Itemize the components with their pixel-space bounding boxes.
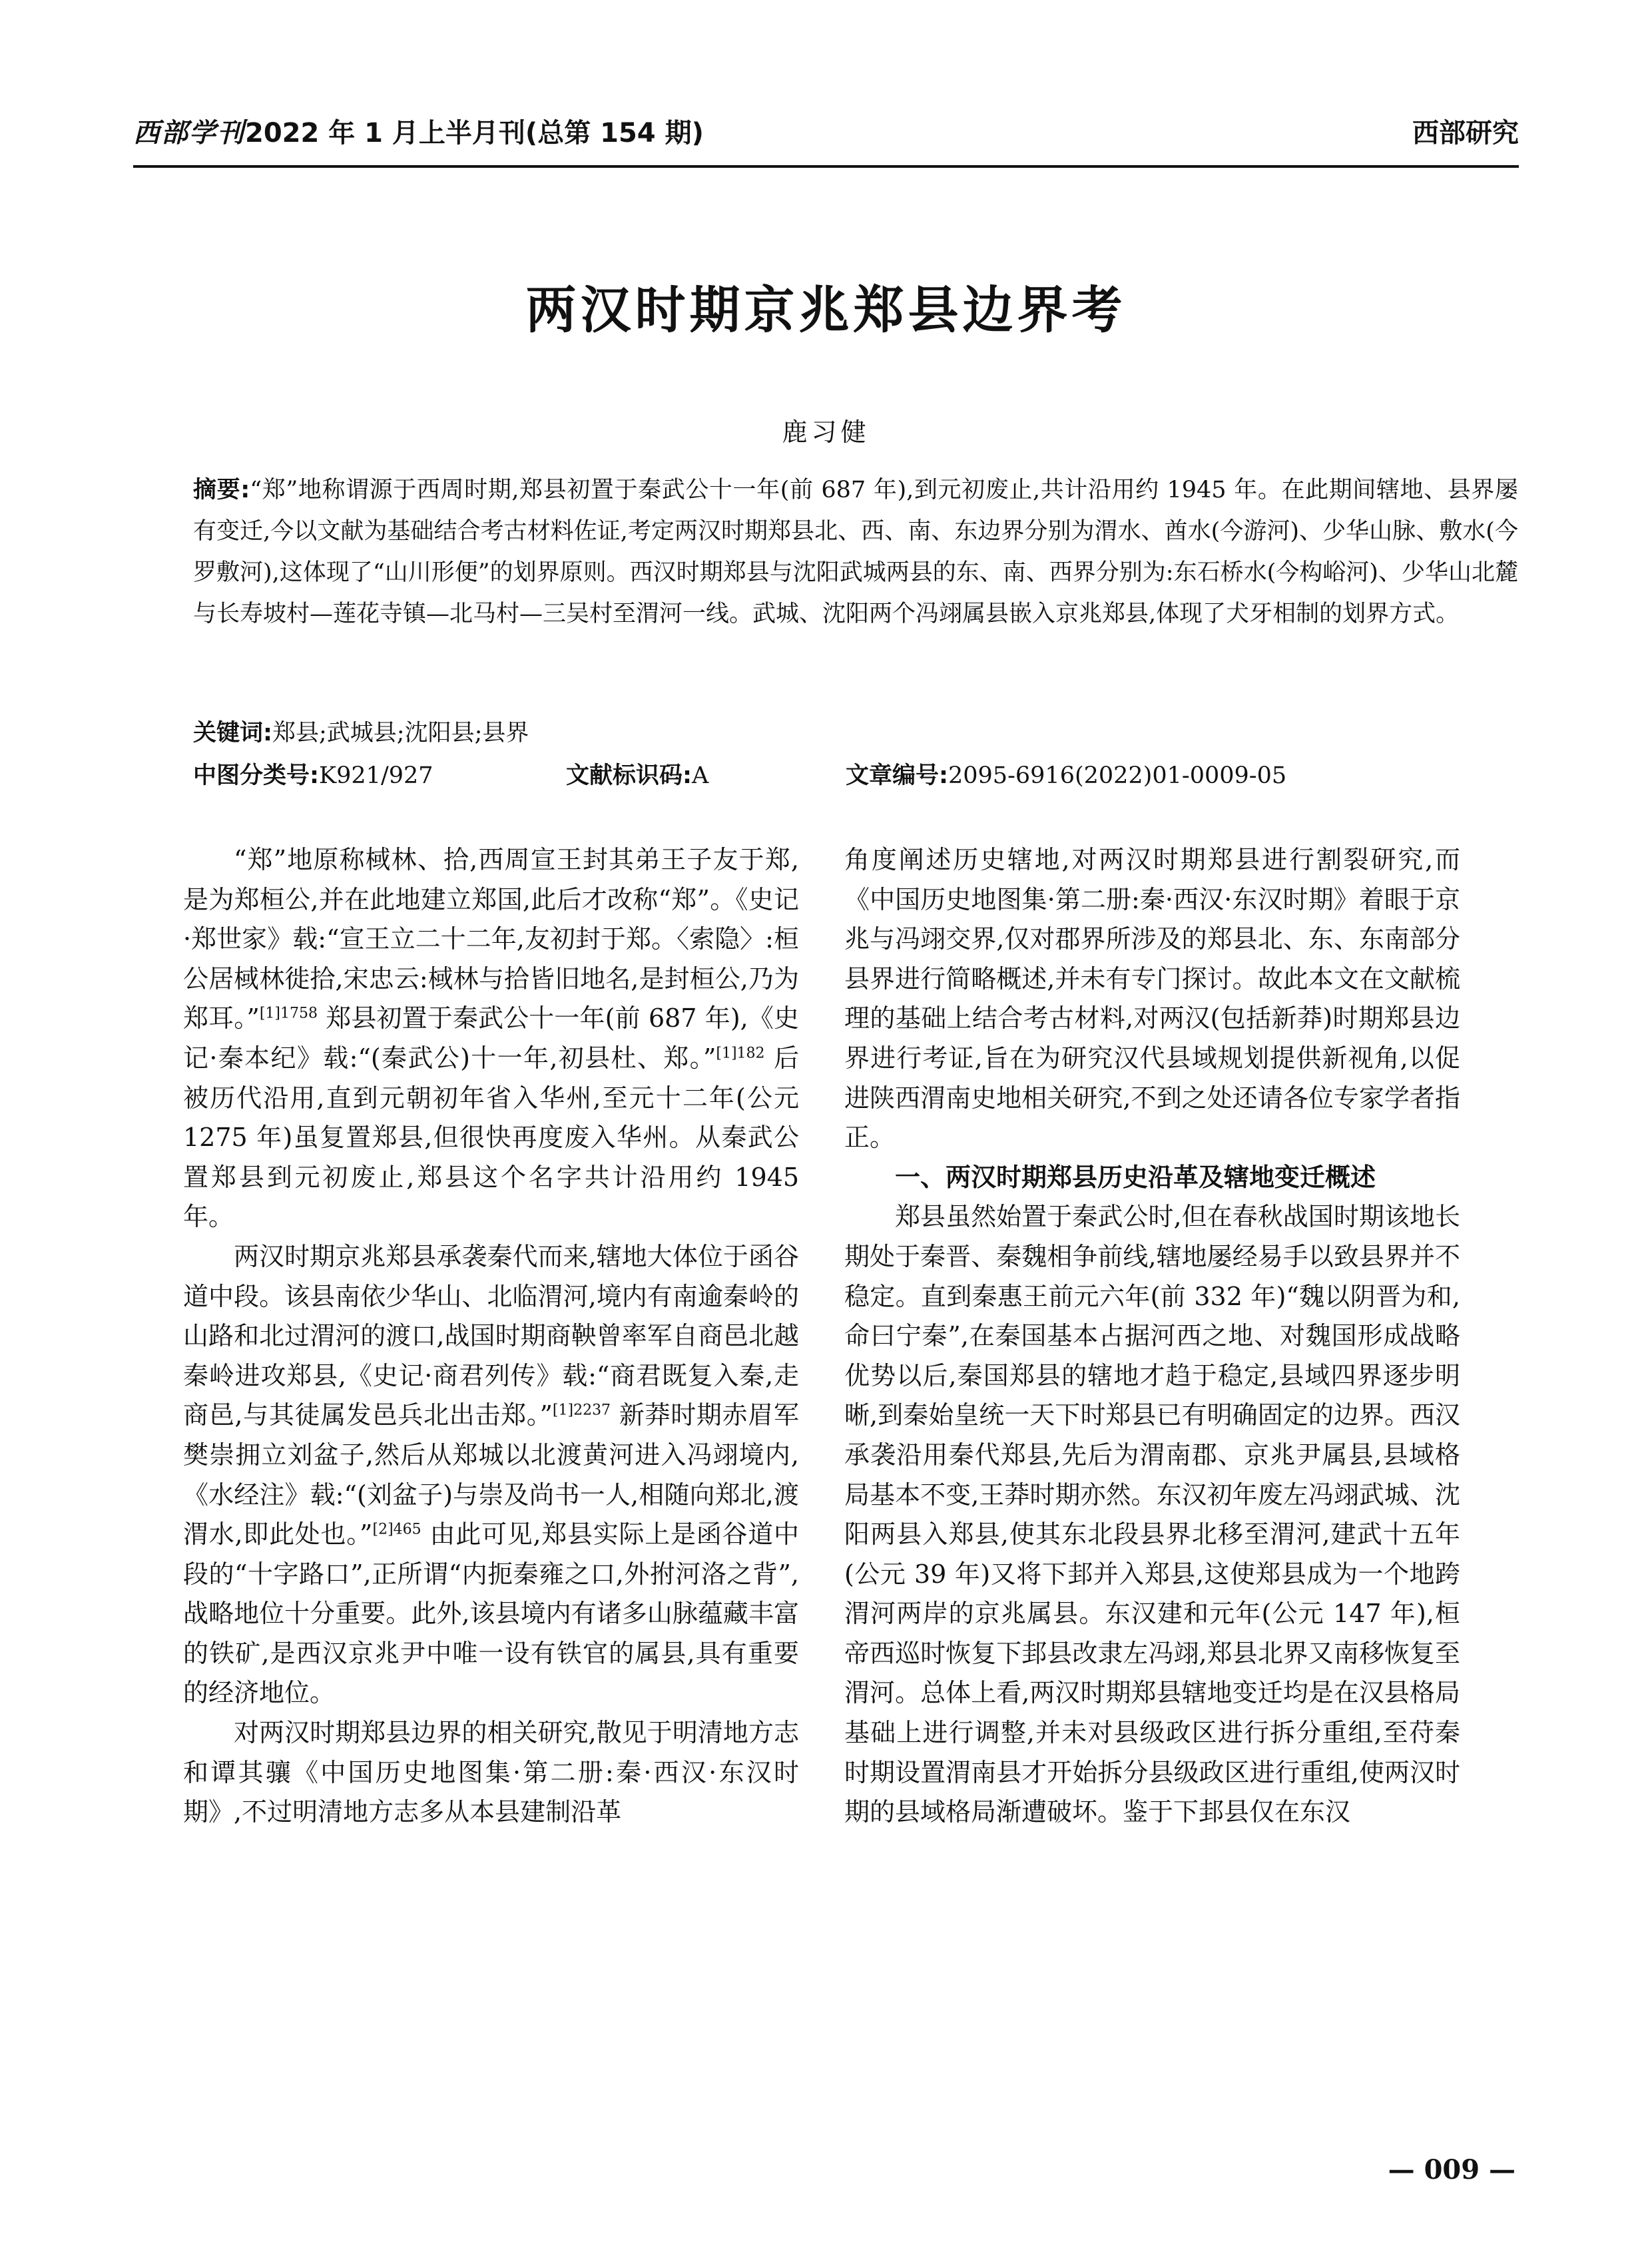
article-number-label: 文章编号: bbox=[846, 762, 948, 789]
page-number: — 009 — bbox=[1388, 2154, 1515, 2185]
article-number-item bbox=[846, 755, 1286, 796]
issue-info: 2022 年 1 月上半月刊(总第 154 期) bbox=[245, 118, 704, 148]
text-run: 郑县初置于秦武公十一年(前 687 年),《史记·秦本纪》载:“(秦武公)十一年,初县杜、郑。” bbox=[183, 1003, 799, 1073]
paragraph bbox=[183, 1237, 799, 1713]
paragraph bbox=[183, 840, 799, 1237]
journal-logo: 西部学刊 bbox=[133, 117, 245, 148]
abstract-text: “郑”地称谓源于西周时期,郑县初置于秦武公十一年(前 687 年),到元初废止,共计沿用约 1945 年。在此期间辖地、县界屡有变迁,今以文献为基础结合考古材料佐证,考定两汉时期郑县北、西、南、东边界分别为渭水、酋水(今游河)、少华山脉、敷水(今罗敷河),这体现了“山川形便”的划界原则。西汉时期郑县与沈阳武城两县的东、南、西界分别为:东石桥水(今构峪河)、少华山北麓与长寿坡村—莲花寺镇—北马村—三吴村至渭河一线。武城、沈阳两个冯翊属县嵌入京兆郑县,体现了犬牙相制的划界方式。 bbox=[193, 477, 1518, 627]
clc-value: K921/927 bbox=[319, 762, 433, 789]
keywords-label: 关键词: bbox=[193, 720, 272, 746]
author-name: 鹿习健 bbox=[782, 418, 870, 447]
citation-ref: [1]182 bbox=[716, 1045, 765, 1062]
section-name: 西部研究 bbox=[1412, 118, 1519, 148]
keywords bbox=[193, 712, 529, 754]
abstract bbox=[193, 469, 1518, 635]
text-run: 由此可见,郑县实际上是函谷道中段的“十字路口”,正所谓“内扼秦雍之口,外拊河洛之背”,战略地位十分重要。此外,该县境内有诸多山脉蕴藏丰富的铁矿,是西汉京兆尹中唯一设有铁官的属县,具有重要的经济地位。 bbox=[183, 1520, 799, 1708]
citation-ref: [2]465 bbox=[372, 1521, 421, 1538]
article-number-value: 2095-6916(2022)01-0009-05 bbox=[948, 762, 1287, 789]
citation-ref: [1]2237 bbox=[552, 1402, 611, 1419]
abstract-label: 摘要: bbox=[193, 477, 250, 503]
doc-code-label: 文献标识码: bbox=[566, 762, 692, 789]
doc-code-item bbox=[566, 755, 846, 796]
classification-line bbox=[193, 755, 1518, 796]
paragraph: 角度阐述历史辖地,对两汉时期郑县进行割裂研究,而《中国历史地图集·第二册:秦·西汉·东汉时期》着眼于京兆与冯翊交界,仅对郡界所涉及的郑县北、东、东南部分县界进行简略概述,并未有专门探讨。故此本文在文献梳理的基础上结合考古材料,对两汉(包括新莽)时期郑县边界进行考证,旨在为研究汉代县域规划提供新视角,以促进陕西渭南史地相关研究,不到之处还请各位专家学者指正。 bbox=[844, 845, 1460, 1153]
doc-code-value: A bbox=[692, 762, 709, 789]
text-run: 后被历代沿用,直到元朝初年省入华州,至元十二年(公元 1275 年)虽复置郑县,但很快再度废入华州。从秦武公置郑县到元初废止,郑县这个名字共计沿用约 1945 年。 bbox=[183, 1043, 799, 1232]
header-rule bbox=[133, 165, 1519, 168]
body-right-column bbox=[844, 840, 1460, 1832]
paragraph: 郑县虽然始置于秦武公时,但在春秋战国时期该地长期处于秦晋、秦魏相争前线,辖地屡经易手以致县界并不稳定。直到秦惠王前元六年(前 332 年)“魏以阴晋为和,命曰宁秦”,在秦国基本占据河西之地、对魏国形成战略优势以后,秦国郑县的辖地才趋于稳定,县域四界逐步明晰,到秦始皇统一天下时郑县已有明确固定的边界。西汉承袭沿用秦代郑县,先后为渭南郡、京兆尹属县,县域格局基本不变,王莽时期亦然。东汉初年废左冯翊武城、沈阳两县入郑县,使其东北段县界北移至渭河,建武十五年(公元 39 年)又将下邽并入郑县,这使郑县成为一个地跨渭河两岸的京兆属县。东汉建和元年(公元 147 年),桓帝西巡时恢复下邽县改隶左冯翊,郑县北界又南移恢复至渭河。总体上看,两汉时期郑县辖地变迁均是在汉县格局基础上进行调整,并未对县级政区进行拆分重组,至苻秦时期设置渭南县才开始拆分县级政区进行重组,使两汉时期的县域格局渐遭破坏。鉴于下邽县仅在东汉 bbox=[844, 1202, 1460, 1827]
text-run: 新莽时期赤眉军樊崇拥立刘盆子,然后从郑城以北渡黄河进入冯翊境内,《水经注》载:“(刘盆子)与崇及尚书一人,相随向郑北,渡渭水,即此处也。” bbox=[183, 1400, 799, 1549]
clc-item bbox=[193, 755, 566, 796]
citation-ref: [1]1758 bbox=[259, 1005, 318, 1022]
paragraph: 对两汉时期郑县边界的相关研究,散见于明清地方志和谭其骧《中国历史地图集·第二册:秦·西汉·东汉时期》,不过明清地方志多从本县建制沿革 bbox=[183, 1718, 799, 1827]
section-heading: 一、两汉时期郑县历史沿革及辖地变迁概述 bbox=[895, 1162, 1376, 1192]
article-title: 两汉时期京兆郑县边界考 bbox=[525, 280, 1127, 340]
keywords-text: 郑县;武城县;沈阳县;县界 bbox=[272, 720, 529, 746]
text-run: 两汉时期京兆郑县承袭秦代而来,辖地大体位于函谷道中段。该县南依少华山、北临渭河,境内有南逾秦岭的山路和北过渭河的渡口,战国时期商鞅曾率军自商邑北越秦岭进攻郑县,《史记·商君列传》载:“商君既复入秦,走商邑,与其徒属发邑兵北出击郑。” bbox=[183, 1241, 799, 1430]
running-header bbox=[133, 113, 1519, 160]
clc-label: 中图分类号: bbox=[193, 762, 319, 789]
journal-issue bbox=[133, 113, 704, 153]
text-run: “郑”地原称棫林、拾,西周宣王封其弟王子友于郑,是为郑桓公,并在此地建立郑国,此后才改称“郑”。《史记·郑世家》载:“宣王立二十二年,友初封于郑。〈索隐〉:桓公居棫林徙拾,宋忠云:棫林与拾皆旧地名,是封桓公,乃为郑耳。” bbox=[183, 845, 799, 1033]
body-left-column bbox=[183, 840, 799, 1832]
